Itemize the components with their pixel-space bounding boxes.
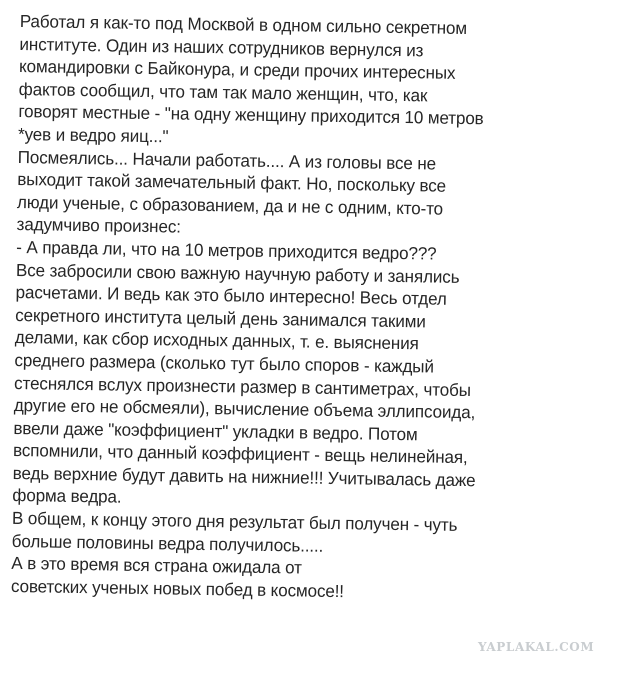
text-line: - А правда ли, что на 10 метров приходится ведро??? <box>16 236 437 264</box>
text-line: форма ведра. <box>12 485 122 508</box>
text-line: фактов сообщил, что там так мало женщин, что, как <box>18 78 428 106</box>
text-line: говорят местные - "на одну женщину приходится 10 метров <box>18 101 484 129</box>
text-line: *уев и ведро яиц..." <box>17 123 169 147</box>
text-line: институте. Один из наших сотрудников вернулся из <box>19 33 424 60</box>
text-line: выходит такой замечательный факт. Но, поскольку все <box>17 169 447 196</box>
text-line: делами, как сбор исходных данных, т. е. выяснения <box>14 327 419 354</box>
text-line: командировки с Байконура, и среди прочих интересных <box>18 56 456 84</box>
text-line: среднего размера (сколько тут было споров - каждый <box>14 349 434 377</box>
text-line: вспомнили, что данный коэффициент - вещь нелинейная, <box>12 440 468 468</box>
text-line: ввели даже "коэффициент" укладки в ведро. Потом <box>13 417 418 444</box>
text-line: Работал я как-то под Москвой в одном сильно секретном <box>19 10 468 39</box>
text-line: люди ученые, с образованием, да и не с одним, кто-то <box>16 191 444 219</box>
text-line: другие его не обсмеяли), вычисление объема эллипсоида, <box>13 395 476 423</box>
text-line: задумчиво произнес: <box>16 214 181 237</box>
text-line: секретного института целый день занимался такими <box>15 304 426 332</box>
text-line: А в это время вся страна ожидала от <box>11 553 302 578</box>
site-watermark: YAPLAKAL.COM <box>478 640 595 654</box>
text-line: расчетами. И ведь как это было интересно! Весь отдел <box>15 282 447 309</box>
text-line: В общем, к концу этого дня результат был получен - чуть <box>11 508 458 535</box>
text-line: больше половины ведра получилось..... <box>11 530 324 556</box>
text-line: Посмеялись... Начали работать.... А из головы все не <box>17 146 437 174</box>
story-text <box>11 10 630 607</box>
text-line: советских ученых новых побед в космосе!! <box>10 575 345 602</box>
text-line: Все забросили свою важную научную работу и занялись <box>15 259 460 287</box>
text-line: стеснялся вслух произнести размер в сантиметрах, чтобы <box>13 372 472 400</box>
text-line: ведь верхние будут давить на нижние!!! Учитывалась даже <box>12 462 476 491</box>
